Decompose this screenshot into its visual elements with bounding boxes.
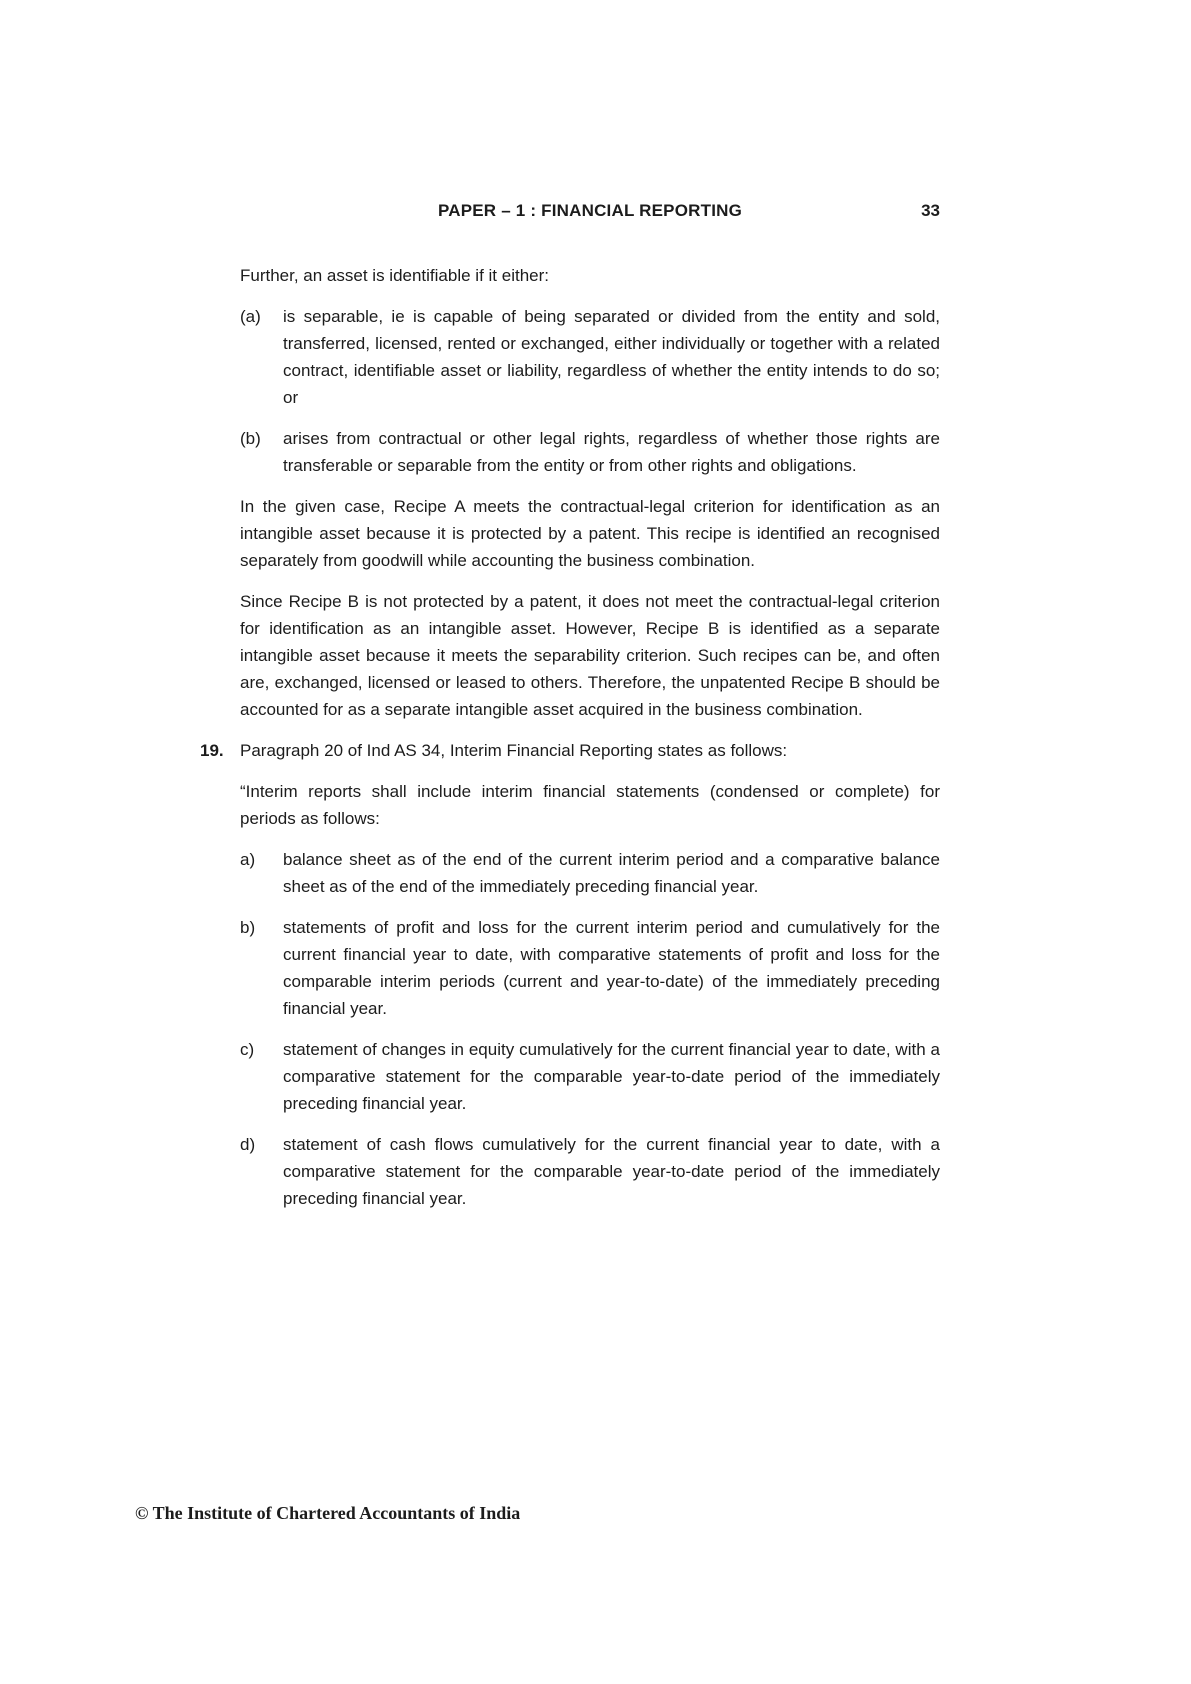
list-item-a (240, 303, 940, 411)
item-19-text: Paragraph 20 of Ind AS 34, Interim Financial Reporting states as follows: (240, 741, 788, 760)
paragraph-recipe-a: In the given case, Recipe A meets the contractual-legal criterion for identification as an intangible asset because it is protected by a patent. This recipe is identified an recognised separately from goodwill while accounting the business combination. (240, 497, 940, 570)
quote-intro-paragraph: “Interim reports shall include interim financial statements (condensed or complete) for periods as follows: (240, 782, 940, 828)
list-marker-a: (a) (240, 307, 261, 326)
sublist-marker-d: d) (240, 1135, 256, 1154)
document-body (200, 262, 940, 1226)
sublist-text-a: balance sheet as of the end of the current interim period and a comparative balance sheet as of the end of the immediately preceding financial year. (283, 850, 940, 896)
list-text-a: is separable, ie is capable of being separated or divided from the entity and sold, transferred, licensed, rented or exchanged, either individually or together with a related contract, identifiable asset or liability, regardless of whether the entity intends to do so; or (283, 307, 940, 407)
sublist-item-d (240, 1131, 940, 1212)
intro-paragraph: Further, an asset is identifiable if it either: (240, 266, 549, 285)
list-marker-b: (b) (240, 429, 261, 448)
paragraph-recipe-b: Since Recipe B is not protected by a patent, it does not meet the contractual-legal criterion for identification as an intangible asset. However, Recipe B is identified as a separate intangible asset because it meets the separability criterion. Such recipes can be, and often are, exchanged, licensed or leased to others. Therefore, the unpatented Recipe B should be accounted for as a separate intangible asset acquired in the business combination. (240, 592, 940, 719)
sublist-item-b (240, 914, 940, 1022)
item-19-number: 19. (200, 741, 224, 760)
sublist-text-b: statements of profit and loss for the current interim period and cumulatively for the current financial year to date, with comparative statements of profit and loss for the comparable interim periods (current and year-to-date) of the immediately preceding financial year. (283, 918, 940, 1018)
list-text-b: arises from contractual or other legal rights, regardless of whether those rights are transferable or separable from the entity or from other rights and obligations. (283, 429, 940, 475)
copyright-footer: © The Institute of Chartered Accountants of India (135, 1503, 521, 1523)
sublist-text-d: statement of cash flows cumulatively for the current financial year to date, with a comparative statement for the comparable year-to-date period of the immediately preceding financial year. (283, 1135, 940, 1208)
sublist-text-c: statement of changes in equity cumulatively for the current financial year to date, with a comparative statement for the comparable year-to-date period of the immediately preceding financial year. (283, 1040, 940, 1113)
sublist-marker-c: c) (240, 1040, 255, 1059)
page-header (240, 197, 940, 224)
sublist-marker-b: b) (240, 918, 256, 937)
sublist-item-c (240, 1036, 940, 1117)
sublist-marker-a: a) (240, 850, 256, 869)
page-number: 33 (921, 201, 940, 220)
numbered-item-19 (200, 737, 940, 764)
list-item-b (240, 425, 940, 479)
sublist-item-a (240, 846, 940, 900)
header-title: PAPER – 1 : FINANCIAL REPORTING (437, 201, 743, 220)
